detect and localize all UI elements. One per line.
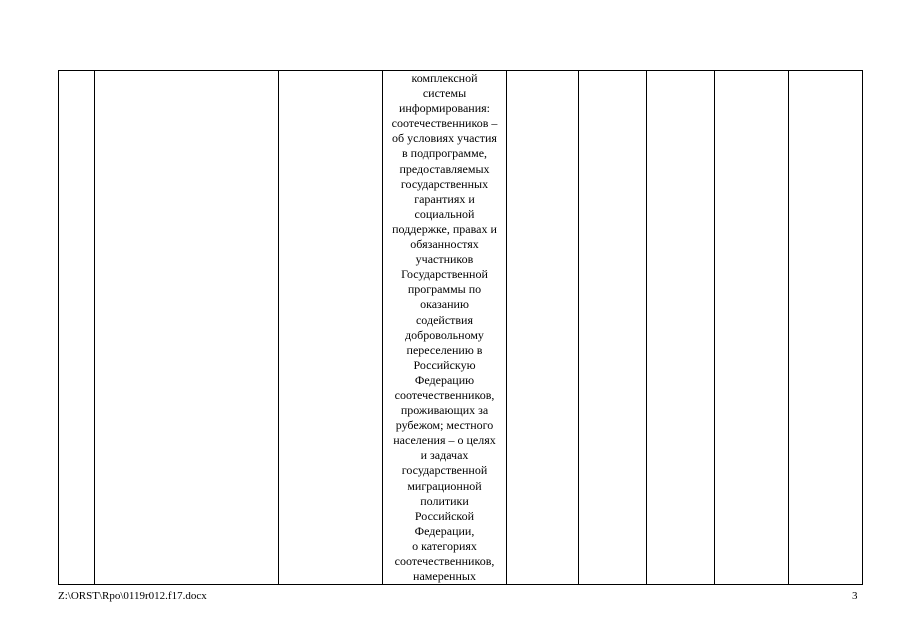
cell-text-line: информирования: — [399, 101, 490, 116]
cell-text-line: комплексной — [411, 71, 478, 85]
footer-page-number: 3 — [852, 590, 858, 602]
cell-text-line: предоставляемых — [399, 161, 490, 176]
cell-text-line: участников — [415, 252, 474, 267]
cell-text-line: программы по — [407, 282, 482, 297]
cell-text-line: Российскую — [413, 357, 476, 372]
table-cell-col6 — [579, 71, 647, 585]
cell-text-line: о категориях — [412, 538, 477, 553]
table-cell-col5 — [507, 71, 579, 585]
cell-text-line: миграционной — [407, 478, 482, 493]
cell-text-line: гарантиях и — [414, 191, 475, 206]
cell-text-line: оказанию — [420, 297, 469, 312]
table-cell-col8 — [715, 71, 789, 585]
cell-text-line: государственных — [400, 176, 489, 191]
cell-text-line: системы — [422, 86, 467, 101]
cell-text-line: намеренных — [413, 569, 476, 584]
cell-text-line: соотечественников – — [391, 116, 498, 131]
cell-text-line: соотечественников, — [394, 387, 495, 402]
program-table — [58, 70, 862, 584]
cell-text-line: об условиях участия — [392, 131, 497, 146]
cell-text-line: поддержке, правах и — [392, 221, 497, 236]
cell-text-line: Федерацию — [414, 372, 475, 387]
cell-text-line: переселению в — [406, 342, 483, 357]
footer-file-path: Z:\ORST\Rpo\0119r012.f17.docx — [58, 590, 207, 602]
table-cell-measure — [95, 71, 279, 585]
cell-text-line: социальной — [414, 206, 475, 221]
cell-text-line: обязанностях — [410, 237, 479, 252]
cell-text-line: Федерации, — [414, 523, 475, 538]
cell-text-line: Российской — [414, 508, 475, 523]
cell-text-line: населения – о целях — [393, 433, 496, 448]
cell-text-line: и задачах — [420, 448, 469, 463]
table-grid — [58, 70, 863, 585]
cell-text-line: политики — [420, 493, 469, 508]
table-row — [59, 71, 863, 585]
cell-text-line: содействия — [415, 312, 473, 327]
cell-text-line: добровольному — [405, 327, 484, 342]
table-cell-col7 — [647, 71, 715, 585]
table-cell-number — [59, 71, 95, 585]
cell-text-line: рубежом; местного — [395, 418, 494, 433]
table-cell-col9 — [789, 71, 863, 585]
cell-text-line: государственной — [401, 463, 488, 478]
cell-text-line: Государственной — [401, 267, 488, 282]
table-cell-executor — [279, 71, 383, 585]
table-cell-content — [383, 71, 507, 585]
cell-text-line: соотечественников, — [394, 554, 495, 568]
cell-text-line: проживающих за — [400, 403, 489, 418]
cell-text-line: в подпрограмме, — [401, 146, 488, 161]
